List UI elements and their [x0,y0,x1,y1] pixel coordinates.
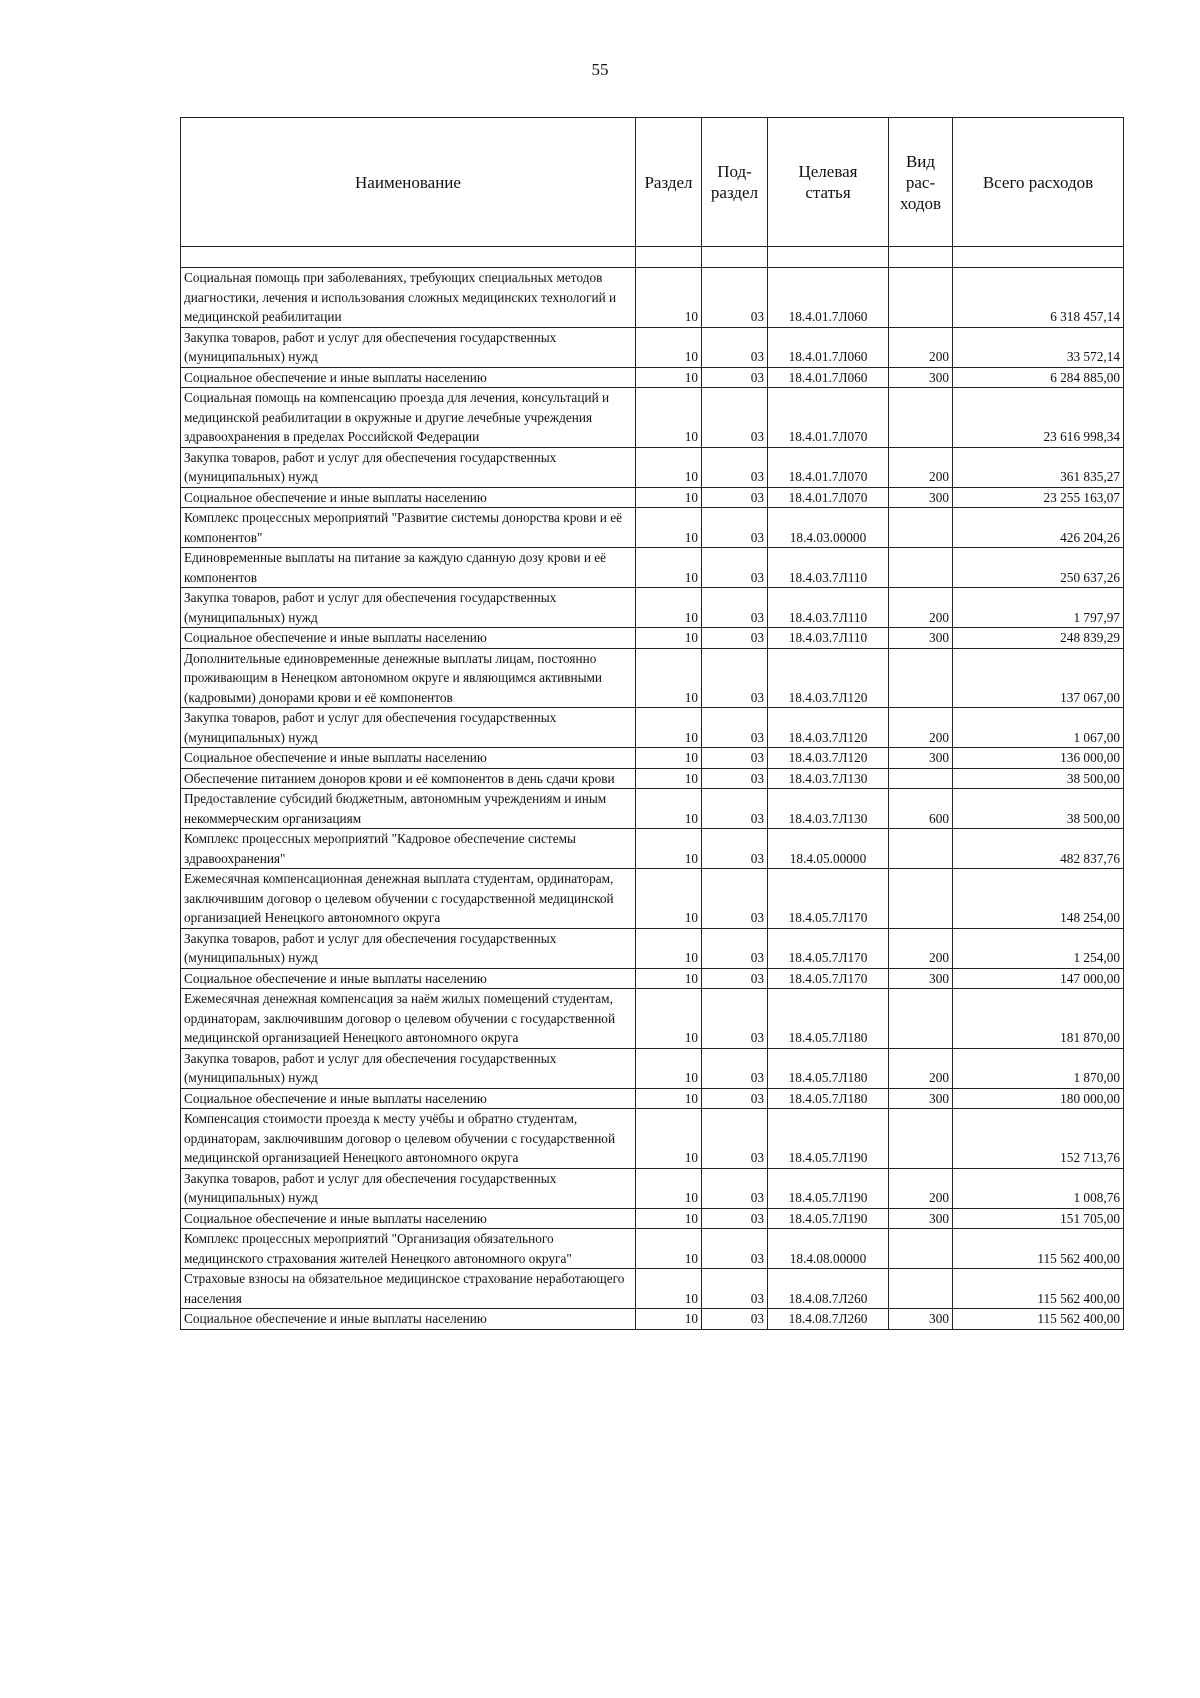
cell-target: 18.4.05.7Л180 [768,1048,889,1088]
cell-total: 147 000,00 [953,968,1124,989]
header-name: Наименование [181,118,636,247]
cell-target: 18.4.05.7Л180 [768,1088,889,1109]
cell-section: 10 [636,928,702,968]
cell-type: 200 [889,588,953,628]
cell-subsection: 03 [702,928,768,968]
cell-target: 18.4.05.7Л180 [768,989,889,1049]
cell-target: 18.4.01.7Л070 [768,388,889,448]
cell-section: 10 [636,789,702,829]
cell-subsection: 03 [702,1168,768,1208]
cell-target: 18.4.03.7Л110 [768,588,889,628]
cell-name: Закупка товаров, работ и услуг для обеспечения государственных (муниципальных) нужд [181,588,636,628]
cell-total: 23 255 163,07 [953,487,1124,508]
cell-type: 200 [889,1048,953,1088]
cell-type [889,829,953,869]
cell-name: Ежемесячная компенсационная денежная выплата студентам, ординаторам, заключившим договор о целевом обучении с государственной медицинской организацией Ненецкого автономного округа [181,869,636,929]
cell-target: 18.4.03.7Л120 [768,648,889,708]
table-row [181,869,1124,929]
cell-section: 10 [636,588,702,628]
cell-name: Комплекс процессных мероприятий "Организация обязательного медицинского страхования жителей Ненецкого автономного округа" [181,1229,636,1269]
cell-target: 18.4.05.7Л170 [768,928,889,968]
cell-subsection: 03 [702,768,768,789]
cell-type: 200 [889,928,953,968]
cell-section: 10 [636,268,702,328]
cell-total: 38 500,00 [953,768,1124,789]
cell-type [889,548,953,588]
table-row [181,388,1124,448]
cell-section: 10 [636,1109,702,1169]
cell-name: Социальное обеспечение и иные выплаты населению [181,367,636,388]
cell-total: 180 000,00 [953,1088,1124,1109]
cell-total: 1 254,00 [953,928,1124,968]
table-row [181,1309,1124,1330]
cell-target: 18.4.05.7Л190 [768,1208,889,1229]
cell-subsection: 03 [702,327,768,367]
cell-type: 200 [889,708,953,748]
table-row [181,1048,1124,1088]
cell-total: 1 870,00 [953,1048,1124,1088]
cell-subsection: 03 [702,1088,768,1109]
cell-name: Социальная помощь на компенсацию проезда для лечения, консультаций и медицинской реабилитации в окружные и другие лечебные учреждения здравоохранения в пределах Российской Федерации [181,388,636,448]
table-row [181,1109,1124,1169]
cell-subsection: 03 [702,1229,768,1269]
cell-name: Социальное обеспечение и иные выплаты населению [181,1309,636,1330]
table-row [181,989,1124,1049]
cell-type: 200 [889,447,953,487]
cell-type: 300 [889,628,953,649]
table-row [181,748,1124,769]
cell-total: 1 797,97 [953,588,1124,628]
table-row [181,968,1124,989]
cell-subsection: 03 [702,487,768,508]
cell-target: 18.4.03.7Л110 [768,628,889,649]
table-body [181,247,1124,1330]
cell-section: 10 [636,1309,702,1330]
cell-total: 1 067,00 [953,708,1124,748]
cell-subsection: 03 [702,968,768,989]
table-row [181,268,1124,328]
table-row [181,548,1124,588]
cell-section: 10 [636,487,702,508]
cell-total: 148 254,00 [953,869,1124,929]
cell-section: 10 [636,768,702,789]
cell-name: Социальное обеспечение и иные выплаты населению [181,487,636,508]
cell-subsection: 03 [702,628,768,649]
cell-total: 115 562 400,00 [953,1229,1124,1269]
cell-name: Закупка товаров, работ и услуг для обеспечения государственных (муниципальных) нужд [181,928,636,968]
cell-target: 18.4.08.7Л260 [768,1269,889,1309]
cell-subsection: 03 [702,829,768,869]
cell-name: Обеспечение питанием доноров крови и её компонентов в день сдачи крови [181,768,636,789]
cell-type: 300 [889,1309,953,1330]
cell-subsection: 03 [702,588,768,628]
cell-name: Закупка товаров, работ и услуг для обеспечения государственных (муниципальных) нужд [181,327,636,367]
cell-type [889,1109,953,1169]
table-row [181,327,1124,367]
table-row [181,829,1124,869]
cell-subsection: 03 [702,1309,768,1330]
cell-section: 10 [636,1229,702,1269]
cell-name: Страховые взносы на обязательное медицинское страхование неработающего населения [181,1269,636,1309]
cell-target: 18.4.03.7Л120 [768,748,889,769]
cell-type: 200 [889,1168,953,1208]
cell-target: 18.4.05.7Л170 [768,869,889,929]
cell-section: 10 [636,1269,702,1309]
cell-section: 10 [636,829,702,869]
cell-section: 10 [636,628,702,649]
table-row [181,1208,1124,1229]
cell-total: 426 204,26 [953,508,1124,548]
cell-target: 18.4.03.7Л120 [768,708,889,748]
page-number: 55 [591,60,609,79]
cell-name: Закупка товаров, работ и услуг для обеспечения государственных (муниципальных) нужд [181,708,636,748]
cell-total: 6 284 885,00 [953,367,1124,388]
table-row [181,789,1124,829]
cell-name: Социальное обеспечение и иные выплаты населению [181,968,636,989]
cell-type [889,648,953,708]
cell-name: Ежемесячная денежная компенсация за наём жилых помещений студентам, ординаторам, заключившим договор о целевом обучении с государственной медицинской организацией Ненецкого автономного округа [181,989,636,1049]
header-section: Раздел [636,118,702,247]
cell-subsection: 03 [702,388,768,448]
header-target: Целевая статья [768,118,889,247]
cell-total: 1 008,76 [953,1168,1124,1208]
table-row [181,1229,1124,1269]
cell-total: 361 835,27 [953,447,1124,487]
cell-target: 18.4.05.7Л170 [768,968,889,989]
cell-subsection: 03 [702,648,768,708]
cell-name: Единовременные выплаты на питание за каждую сданную дозу крови и её компонентов [181,548,636,588]
cell-target: 18.4.01.7Л060 [768,367,889,388]
cell-subsection: 03 [702,367,768,388]
table-row [181,508,1124,548]
cell-section: 10 [636,748,702,769]
cell-target: 18.4.03.7Л130 [768,768,889,789]
cell-name: Социальная помощь при заболеваниях, требующих специальных методов диагностики, лечения и использования сложных медицинских технологий и медицинской реабилитации [181,268,636,328]
cell-section: 10 [636,648,702,708]
cell-type [889,1269,953,1309]
cell-type [889,989,953,1049]
cell-total: 151 705,00 [953,1208,1124,1229]
cell-subsection: 03 [702,447,768,487]
cell-target: 18.4.05.7Л190 [768,1109,889,1169]
cell-name: Закупка товаров, работ и услуг для обеспечения государственных (муниципальных) нужд [181,1048,636,1088]
cell-total: 137 067,00 [953,648,1124,708]
cell-section: 10 [636,989,702,1049]
cell-name: Закупка товаров, работ и услуг для обеспечения государственных (муниципальных) нужд [181,1168,636,1208]
cell-subsection: 03 [702,1048,768,1088]
cell-name: Социальное обеспечение и иные выплаты населению [181,628,636,649]
cell-section: 10 [636,548,702,588]
cell-total: 136 000,00 [953,748,1124,769]
table-row [181,487,1124,508]
table-row [181,648,1124,708]
cell-section: 10 [636,1048,702,1088]
cell-section: 10 [636,1208,702,1229]
cell-name: Социальное обеспечение и иные выплаты населению [181,1088,636,1109]
cell-total: 250 637,26 [953,548,1124,588]
cell-total: 33 572,14 [953,327,1124,367]
cell-section: 10 [636,388,702,448]
cell-total: 152 713,76 [953,1109,1124,1169]
cell-name: Социальное обеспечение и иные выплаты населению [181,1208,636,1229]
cell-target: 18.4.03.7Л130 [768,789,889,829]
budget-table [180,117,1124,1330]
cell-subsection: 03 [702,708,768,748]
cell-section: 10 [636,869,702,929]
cell-type: 300 [889,748,953,769]
cell-section: 10 [636,1088,702,1109]
cell-type [889,1229,953,1269]
cell-type: 300 [889,1088,953,1109]
table-row [181,768,1124,789]
cell-target: 18.4.03.7Л110 [768,548,889,588]
table-row [181,367,1124,388]
header-subsection: Под- раздел [702,118,768,247]
cell-target: 18.4.03.00000 [768,508,889,548]
cell-subsection: 03 [702,508,768,548]
cell-subsection: 03 [702,548,768,588]
cell-type [889,388,953,448]
cell-subsection: 03 [702,1208,768,1229]
cell-total: 115 562 400,00 [953,1309,1124,1330]
cell-target: 18.4.01.7Л070 [768,487,889,508]
cell-type [889,768,953,789]
table-row [181,1168,1124,1208]
cell-section: 10 [636,1168,702,1208]
cell-subsection: 03 [702,1109,768,1169]
cell-target: 18.4.08.00000 [768,1229,889,1269]
cell-target: 18.4.01.7Л070 [768,447,889,487]
cell-type [889,869,953,929]
spacer-row [181,247,1124,268]
cell-name: Социальное обеспечение и иные выплаты населению [181,748,636,769]
cell-name: Комплекс процессных мероприятий "Развитие системы донорства крови и её компонентов" [181,508,636,548]
table-row [181,1269,1124,1309]
table-row [181,588,1124,628]
cell-type [889,268,953,328]
cell-type: 300 [889,1208,953,1229]
cell-section: 10 [636,367,702,388]
cell-total: 38 500,00 [953,789,1124,829]
cell-type [889,508,953,548]
header-total: Всего расходов [953,118,1124,247]
cell-name: Дополнительные единовременные денежные выплаты лицам, постоянно проживающим в Ненецком автономном округе и являющимся активными (кадровыми) донорами крови и её компонентов [181,648,636,708]
cell-name: Закупка товаров, работ и услуг для обеспечения государственных (муниципальных) нужд [181,447,636,487]
cell-section: 10 [636,327,702,367]
cell-section: 10 [636,708,702,748]
cell-total: 115 562 400,00 [953,1269,1124,1309]
cell-total: 181 870,00 [953,989,1124,1049]
table-row [181,628,1124,649]
cell-subsection: 03 [702,268,768,328]
cell-section: 10 [636,508,702,548]
cell-subsection: 03 [702,869,768,929]
cell-section: 10 [636,447,702,487]
header-type: Вид рас- ходов [889,118,953,247]
cell-subsection: 03 [702,789,768,829]
cell-section: 10 [636,968,702,989]
cell-name: Предоставление субсидий бюджетным, автономным учреждениям и иным некоммерческим организациям [181,789,636,829]
cell-name: Компенсация стоимости проезда к месту учёбы и обратно студентам, ординаторам, заключившим договор о целевом обучении с государственной медицинской организацией Ненецкого автономного округа [181,1109,636,1169]
cell-target: 18.4.05.7Л190 [768,1168,889,1208]
cell-target: 18.4.01.7Л060 [768,268,889,328]
cell-type: 300 [889,367,953,388]
cell-subsection: 03 [702,748,768,769]
table-row [181,708,1124,748]
cell-target: 18.4.08.7Л260 [768,1309,889,1330]
cell-type: 300 [889,487,953,508]
cell-total: 6 318 457,14 [953,268,1124,328]
cell-subsection: 03 [702,989,768,1049]
table-row [181,447,1124,487]
table-row [181,928,1124,968]
cell-type: 300 [889,968,953,989]
cell-type: 200 [889,327,953,367]
cell-subsection: 03 [702,1269,768,1309]
cell-target: 18.4.05.00000 [768,829,889,869]
cell-name: Комплекс процессных мероприятий "Кадровое обеспечение системы здравоохранения" [181,829,636,869]
cell-total: 248 839,29 [953,628,1124,649]
cell-total: 23 616 998,34 [953,388,1124,448]
cell-total: 482 837,76 [953,829,1124,869]
cell-target: 18.4.01.7Л060 [768,327,889,367]
table-header-row [181,118,1124,247]
table-row [181,1088,1124,1109]
cell-type: 600 [889,789,953,829]
